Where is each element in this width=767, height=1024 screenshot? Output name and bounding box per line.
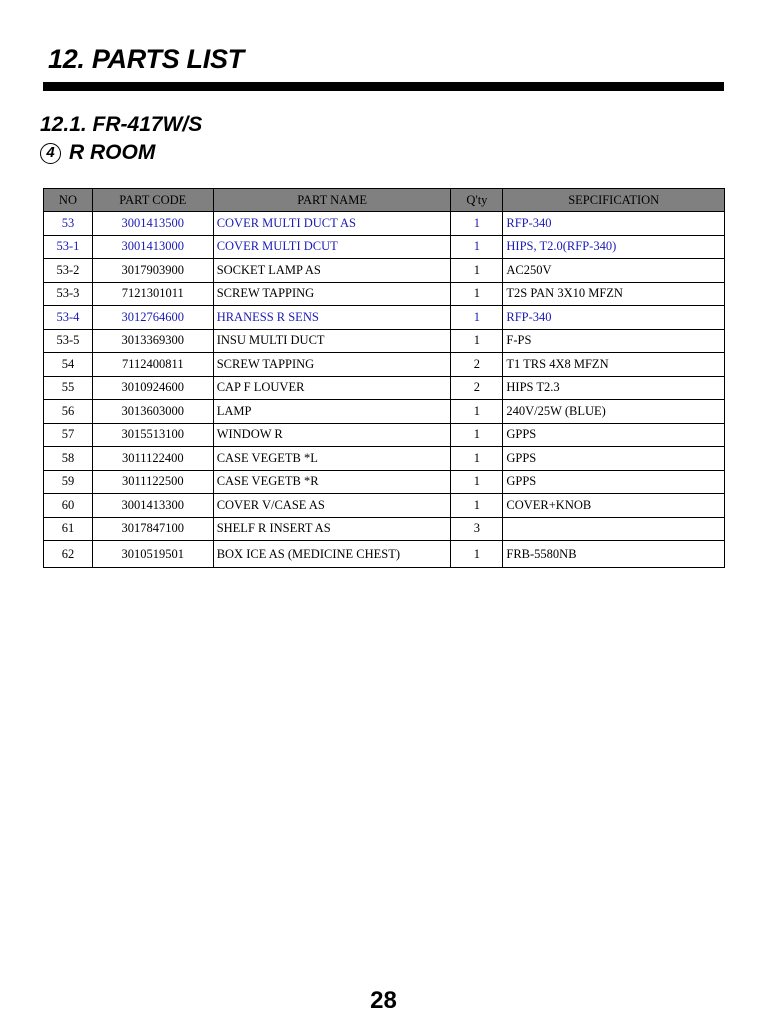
cell-qty: 2 [451, 353, 503, 377]
cell-specification: 240V/25W (BLUE) [503, 400, 725, 424]
cell-qty: 1 [451, 447, 503, 471]
table-row [44, 494, 725, 518]
table-row [44, 423, 725, 447]
cell-part-name: SCREW TAPPING [213, 353, 451, 377]
cell-specification: GPPS [503, 423, 725, 447]
cell-part-code: 3013603000 [92, 400, 213, 424]
table-row [44, 212, 725, 236]
cell-qty: 1 [451, 235, 503, 259]
table-row [44, 376, 725, 400]
cell-no: 53-5 [44, 329, 93, 353]
cell-part-name: SOCKET LAMP AS [213, 259, 451, 283]
cell-specification: F-PS [503, 329, 725, 353]
cell-part-name: SCREW TAPPING [213, 282, 451, 306]
cell-part-name: COVER MULTI DCUT [213, 235, 451, 259]
table-row [44, 306, 725, 330]
cell-part-code: 3013369300 [92, 329, 213, 353]
cell-qty: 1 [451, 423, 503, 447]
cell-part-code: 3010519501 [92, 541, 213, 568]
page-title: 12. PARTS LIST [48, 44, 244, 74]
table-row [44, 282, 725, 306]
cell-part-code: 3001413500 [92, 212, 213, 236]
cell-qty: 1 [451, 282, 503, 306]
cell-specification: T1 TRS 4X8 MFZN [503, 353, 725, 377]
subsection-title [40, 141, 155, 165]
cell-no: 53-2 [44, 259, 93, 283]
table-row [44, 470, 725, 494]
cell-part-name: BOX ICE AS (MEDICINE CHEST) [213, 541, 451, 568]
cell-qty: 2 [451, 376, 503, 400]
cell-part-name: HRANESS R SENS [213, 306, 451, 330]
cell-no: 55 [44, 376, 93, 400]
cell-no: 53-3 [44, 282, 93, 306]
cell-specification: GPPS [503, 447, 725, 471]
column-header-no: NO [44, 189, 93, 212]
cell-specification: RFP-340 [503, 306, 725, 330]
table-row [44, 541, 725, 568]
cell-specification: T2S PAN 3X10 MFZN [503, 282, 725, 306]
cell-part-name: COVER MULTI DUCT AS [213, 212, 451, 236]
cell-part-name: LAMP [213, 400, 451, 424]
cell-qty: 1 [451, 470, 503, 494]
cell-part-code: 3010924600 [92, 376, 213, 400]
cell-no: 59 [44, 470, 93, 494]
table-row [44, 259, 725, 283]
column-header-part-code: PART CODE [92, 189, 213, 212]
cell-part-code: 3011122500 [92, 470, 213, 494]
title-rule [43, 82, 724, 91]
cell-qty: 1 [451, 400, 503, 424]
column-header-part-name: PART NAME [213, 189, 451, 212]
table-row [44, 447, 725, 471]
cell-specification: GPPS [503, 470, 725, 494]
cell-part-name: CASE VEGETB *L [213, 447, 451, 471]
table-row [44, 353, 725, 377]
table-row [44, 400, 725, 424]
cell-part-code: 3001413000 [92, 235, 213, 259]
cell-qty: 3 [451, 517, 503, 541]
cell-specification: HIPS, T2.0(RFP-340) [503, 235, 725, 259]
cell-no: 62 [44, 541, 93, 568]
cell-part-code: 7112400811 [92, 353, 213, 377]
column-header-qty: Q'ty [451, 189, 503, 212]
cell-qty: 1 [451, 494, 503, 518]
cell-part-code: 3011122400 [92, 447, 213, 471]
cell-qty: 1 [451, 541, 503, 568]
parts-table [43, 188, 725, 568]
page-number: 28 [370, 987, 397, 1014]
cell-part-name: WINDOW R [213, 423, 451, 447]
cell-no: 58 [44, 447, 93, 471]
cell-qty: 1 [451, 306, 503, 330]
cell-specification: COVER+KNOB [503, 494, 725, 518]
cell-part-code: 3001413300 [92, 494, 213, 518]
cell-part-code: 3012764600 [92, 306, 213, 330]
cell-part-code: 7121301011 [92, 282, 213, 306]
cell-specification: HIPS T2.3 [503, 376, 725, 400]
cell-part-code: 3017847100 [92, 517, 213, 541]
cell-part-code: 3017903900 [92, 259, 213, 283]
cell-part-name: CASE VEGETB *R [213, 470, 451, 494]
cell-specification: FRB-5580NB [503, 541, 725, 568]
table-header-row [44, 189, 725, 212]
table-row [44, 517, 725, 541]
cell-no: 61 [44, 517, 93, 541]
cell-specification: AC250V [503, 259, 725, 283]
cell-part-name: CAP F LOUVER [213, 376, 451, 400]
circled-number: 4 [40, 143, 61, 164]
column-header-specification: SEPCIFICATION [503, 189, 725, 212]
cell-part-code: 3015513100 [92, 423, 213, 447]
cell-no: 54 [44, 353, 93, 377]
cell-qty: 1 [451, 212, 503, 236]
subsection-label: R ROOM [69, 141, 156, 164]
table-row [44, 329, 725, 353]
table-row [44, 235, 725, 259]
cell-no: 57 [44, 423, 93, 447]
cell-part-name: INSU MULTI DUCT [213, 329, 451, 353]
cell-no: 60 [44, 494, 93, 518]
cell-specification [503, 517, 725, 541]
section-title: 12.1. FR-417W/S [40, 113, 203, 136]
cell-part-name: SHELF R INSERT AS [213, 517, 451, 541]
cell-no: 53 [44, 212, 93, 236]
cell-no: 53-1 [44, 235, 93, 259]
cell-qty: 1 [451, 259, 503, 283]
cell-qty: 1 [451, 329, 503, 353]
cell-part-name: COVER V/CASE AS [213, 494, 451, 518]
parts-table-body [44, 212, 725, 568]
cell-no: 56 [44, 400, 93, 424]
cell-specification: RFP-340 [503, 212, 725, 236]
cell-no: 53-4 [44, 306, 93, 330]
